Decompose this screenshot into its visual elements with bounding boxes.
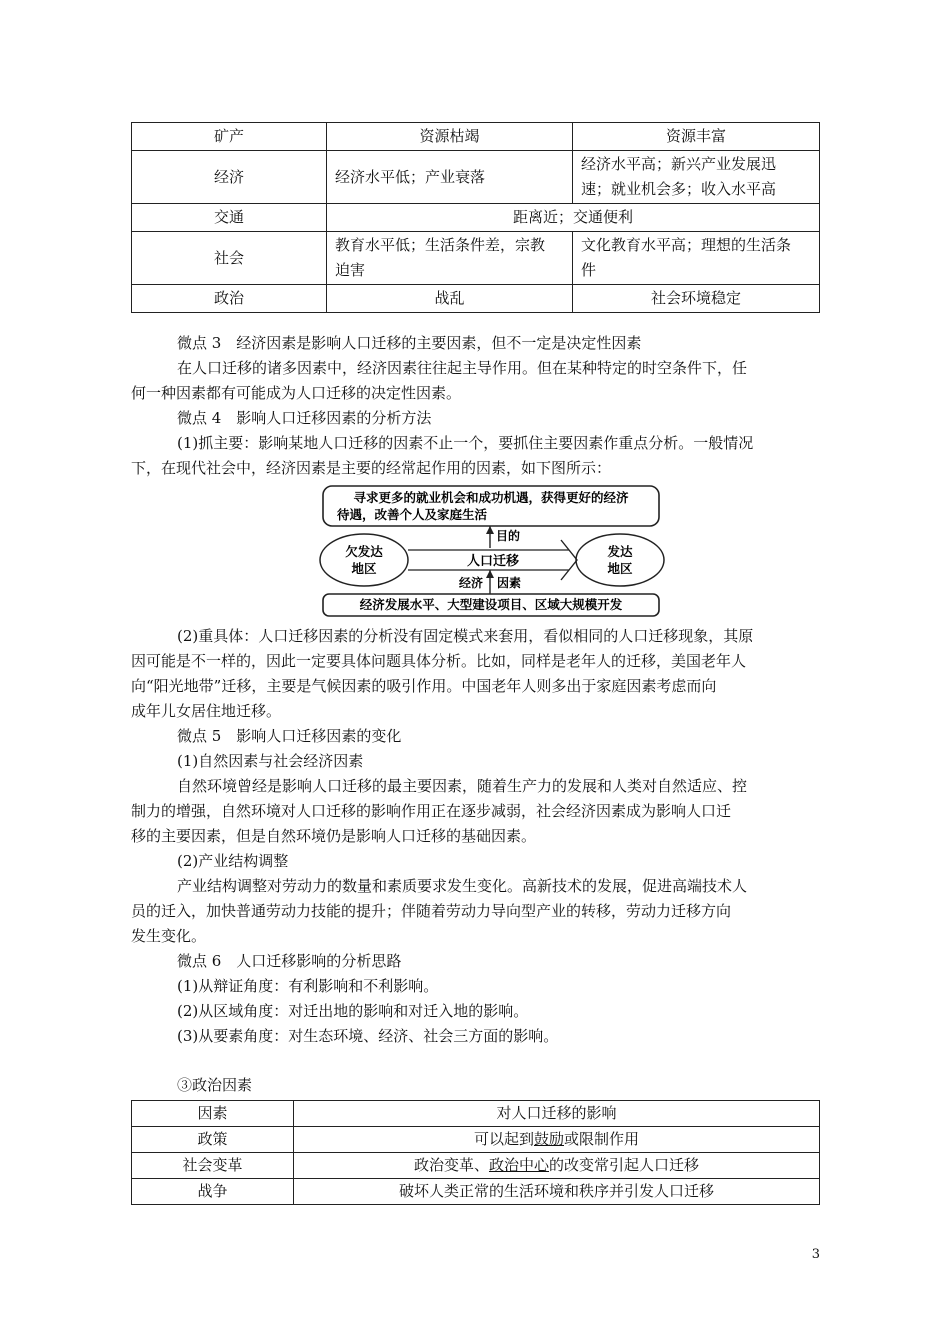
political-heading: ③政治因素 bbox=[177, 1076, 253, 1094]
factor-arrowhead bbox=[486, 570, 494, 578]
table-row bbox=[132, 1127, 820, 1153]
table-cell bbox=[327, 232, 573, 285]
table-row bbox=[132, 151, 820, 204]
table-row bbox=[132, 1153, 820, 1179]
table-cell: 距离近；交通便利 bbox=[327, 204, 820, 232]
cell-text: 破坏人类正常的生活环境和秩序并引发人口迁移 bbox=[398, 1182, 714, 1200]
paragraph-line: 移的主要因素，但是自然环境仍是影响人口迁移的基础因素。 bbox=[131, 827, 537, 845]
table-cell: 矿产 bbox=[132, 123, 327, 151]
table-cell bbox=[573, 151, 820, 204]
goal-text-1: 寻求更多的就业机会和成功机遇，获得更好的经济 bbox=[353, 490, 629, 505]
paragraph-line: 发生变化。 bbox=[131, 927, 207, 945]
economic-box-text: 经济发展水平、大型建设项目、区域大规模开发 bbox=[359, 597, 623, 612]
less-developed-ellipse bbox=[320, 534, 408, 586]
less-developed-label-2: 地区 bbox=[351, 561, 377, 576]
cell-line: 迫害 bbox=[335, 261, 366, 279]
migration-arrowhead bbox=[561, 540, 577, 580]
migration-label: 人口迁移 bbox=[466, 554, 520, 569]
econ-factor-label-b: 因素 bbox=[497, 576, 522, 590]
paragraph-line: 员的迁入，加快普通劳动力技能的提升；伴随着劳动力导向型产业的转移，劳动力迁移方向 bbox=[131, 902, 732, 920]
table-cell: 经济水平低；产业衰落 bbox=[327, 151, 573, 204]
paragraph-line: 制力的增强，自然环境对人口迁移的影响作用正在逐步减弱，社会经济因素成为影响人口迁 bbox=[131, 802, 732, 820]
table-cell bbox=[294, 1127, 820, 1153]
section-heading-4: 微点 4 影响人口迁移因素的分析方法 bbox=[177, 409, 432, 427]
paragraph-line: 在人口迁移的诸多因素中，经济因素往往起主导作用。但在某种特定的时空条件下，任 bbox=[177, 359, 748, 377]
table-row bbox=[132, 204, 820, 232]
paragraph-line: 成年儿女居住地迁移。 bbox=[131, 702, 282, 720]
political-factors-table bbox=[131, 1100, 820, 1205]
developed-label-1: 发达 bbox=[607, 544, 633, 559]
cell-line: 经济水平高；新兴产业发展迅 bbox=[581, 155, 777, 173]
table-cell: 经济 bbox=[132, 151, 327, 204]
migration-factors-table bbox=[131, 122, 820, 313]
table-row bbox=[132, 285, 820, 313]
developed-label-2: 地区 bbox=[607, 561, 633, 576]
table-cell: 社会环境稳定 bbox=[573, 285, 820, 313]
table-cell: 社会 bbox=[132, 232, 327, 285]
table-cell: 交通 bbox=[132, 204, 327, 232]
paragraph-line: (1)抓主要：影响某地人口迁移的因素不止一个，要抓住主要因素作重点分析。一般情况 bbox=[177, 434, 754, 452]
cell-text: 可以起到 bbox=[473, 1130, 534, 1148]
less-developed-label-1: 欠发达 bbox=[345, 544, 383, 559]
table-header-cell: 对人口迁移的影响 bbox=[294, 1101, 820, 1127]
cell-text: 的改变常引起人口迁移 bbox=[549, 1156, 700, 1174]
table-row bbox=[132, 123, 820, 151]
paragraph-line: 下，在现代社会中，经济因素是主要的经常起作用的因素，如下图所示： bbox=[131, 459, 612, 477]
cell-line: 文化教育水平高；理想的生活条 bbox=[581, 236, 792, 254]
goal-text-2: 待遇，改善个人及家庭生活 bbox=[337, 507, 488, 522]
table-cell: 资源枯竭 bbox=[327, 123, 573, 151]
sub-heading: (2)产业结构调整 bbox=[177, 852, 289, 870]
table-header-row bbox=[132, 1101, 820, 1127]
purpose-label: 目的 bbox=[496, 529, 521, 543]
underlined-keyword: 鼓励 bbox=[533, 1130, 564, 1148]
list-item: (2)从区域角度：对迁出地的影响和对迁入地的影响。 bbox=[177, 1002, 529, 1020]
paragraph-line: 何一种因素都有可能成为人口迁移的决定性因素。 bbox=[131, 384, 462, 402]
table-row bbox=[132, 1179, 820, 1205]
paragraph-line: (2)重具体：人口迁移因素的分析没有固定模式来套用，看似相同的人口迁移现象，其原 bbox=[177, 627, 754, 645]
table-cell: 政策 bbox=[132, 1127, 294, 1153]
paragraph-line: 因可能是不一样的，因此一定要具体问题具体分析。比如，同样是老年人的迁移，美国老年人 bbox=[131, 652, 747, 670]
list-item: (3)从要素角度：对生态环境、经济、社会三方面的影响。 bbox=[177, 1027, 559, 1045]
table-cell bbox=[294, 1153, 820, 1179]
table-cell: 政治 bbox=[132, 285, 327, 313]
developed-ellipse bbox=[576, 534, 664, 586]
paragraph-line: 自然环境曾经是影响人口迁移的最主要因素，随着生产力的发展和人类对自然适应、控 bbox=[177, 777, 748, 795]
section-heading-5: 微点 5 影响人口迁移因素的变化 bbox=[177, 727, 402, 745]
table-cell: 社会变革 bbox=[132, 1153, 294, 1179]
section-heading-6: 微点 6 人口迁移影响的分析思路 bbox=[177, 952, 402, 970]
paragraph-line: 向“阳光地带”迁移，主要是气候因素的吸引作用。中国老年人则多出于家庭因素考虑而向 bbox=[131, 677, 717, 695]
cell-line: 速；就业机会多；收入水平高 bbox=[581, 180, 777, 198]
sub-heading: (1)自然因素与社会经济因素 bbox=[177, 752, 364, 770]
cell-line: 件 bbox=[581, 261, 597, 279]
table-cell: 战乱 bbox=[327, 285, 573, 313]
table-cell: 资源丰富 bbox=[573, 123, 820, 151]
paragraph-line: 产业结构调整对劳动力的数量和素质要求发生变化。高新技术的发展，促进高端技术人 bbox=[177, 877, 748, 895]
section-heading-3: 微点 3 经济因素是影响人口迁移的主要因素，但不一定是决定性因素 bbox=[177, 334, 642, 352]
migration-diagram bbox=[315, 484, 665, 618]
econ-factor-label-a: 经济 bbox=[458, 576, 483, 590]
cell-text: 或限制作用 bbox=[564, 1130, 640, 1148]
underlined-keyword: 政治中心 bbox=[488, 1156, 549, 1174]
table-header-cell: 因素 bbox=[132, 1101, 294, 1127]
purpose-arrowhead bbox=[486, 526, 494, 534]
list-item: (1)从辩证角度：有利影响和不利影响。 bbox=[177, 977, 439, 995]
table-cell bbox=[573, 232, 820, 285]
cell-line: 教育水平低；生活条件差，宗教 bbox=[335, 236, 546, 254]
table-row bbox=[132, 232, 820, 285]
page-number: 3 bbox=[811, 1247, 820, 1262]
table-cell bbox=[294, 1179, 820, 1205]
cell-text: 政治变革、 bbox=[413, 1156, 489, 1174]
table-cell: 战争 bbox=[132, 1179, 294, 1205]
